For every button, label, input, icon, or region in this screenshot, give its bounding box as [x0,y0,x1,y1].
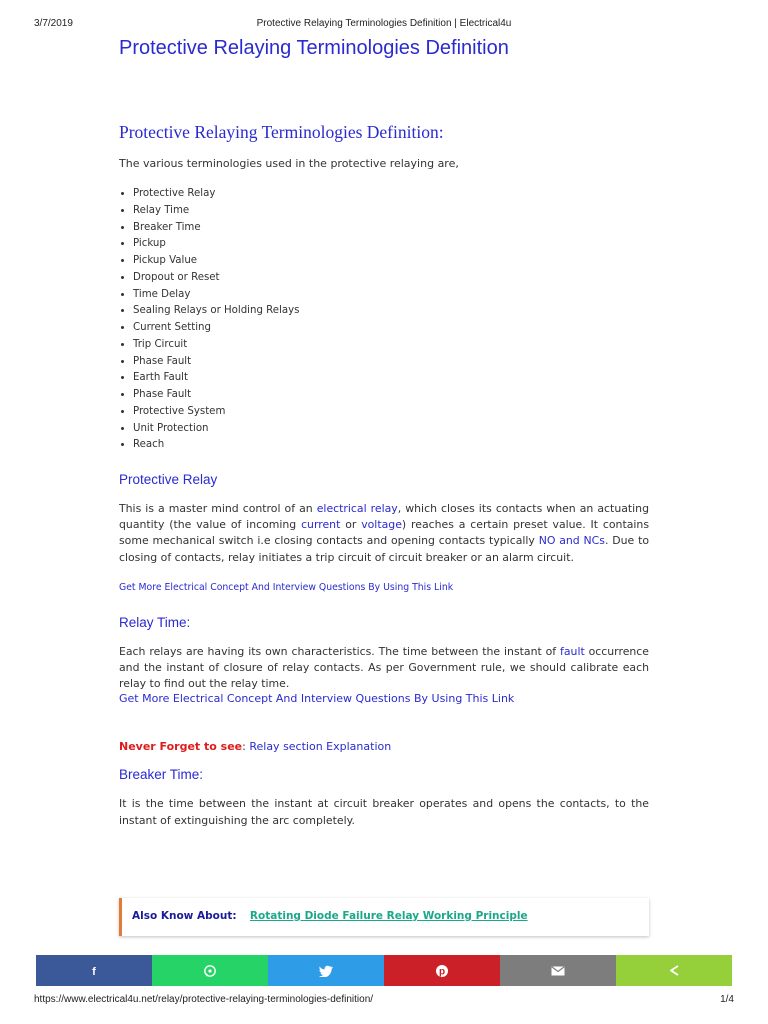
svg-text:p: p [438,966,446,978]
breaker-time-text: It is the time between the instant at circuit breaker operates and opens the contacts, to the instant of extinguishing the arc completely. [119,797,649,827]
current-link[interactable]: current [301,518,341,532]
list-item: • Protective System [133,404,649,421]
protective-relay-heading: Protective Relay [119,472,218,487]
list-item: • Protective Relay [133,186,649,203]
article-content [119,122,649,829]
print-date: 3/7/2019 [34,18,73,29]
never-forget-label: Never Forget to see [119,740,243,754]
relay-section-link[interactable]: Relay section Explanation [249,740,392,754]
interview-questions-link[interactable]: Get More Electrical Concept And Interview Questions By Using This Link [119,692,515,706]
list-item: • Breaker Time [133,220,649,237]
list-item: • Phase Fault [133,387,649,404]
list-item: • Reach [133,437,649,454]
no-ncs-link[interactable]: NO and NCs [538,534,605,548]
callout-label: Also Know About: [132,910,237,922]
list-item: • Pickup [133,236,649,253]
whatsapp-share-button[interactable] [152,955,268,986]
pinterest-icon [435,964,449,978]
share-bar [36,955,732,986]
list-item: • Dropout or Reset [133,270,649,287]
protective-relay-text: This is a master mind control of an electrical relay, which closes its contacts when an actuating quantity (the value of incoming current or voltage) reaches a certain preset value. It contains some mechanical switch i.e closing contacts and opening contacts typically NO and NCs. Due to closing of contacts, relay initiates a trip circuit of circuit breaker or an alarm circuit. [119,502,650,564]
list-item: • Relay Time [133,203,649,220]
email-icon [551,966,565,976]
print-title: Protective Relaying Terminologies Definition | Electrical4u [256,18,512,29]
relay-time-text: Each relays are having its own characteristics. The time between the instant of fault occurrence and the instant of closure of relay contacts. As per Government rule, we should calibrate each relay to find out the relay time. [119,644,649,691]
list-item: • Current Setting [133,320,649,337]
list-item: • Earth Fault [133,370,649,387]
page-number: 1/4 [720,994,734,1005]
pinterest-share-button[interactable] [384,955,500,986]
terms-list [119,186,649,454]
relay-time-heading: Relay Time: [119,614,191,630]
page-url: https://www.electrical4u.net/relay/protective-relaying-terminologies-definition/ [34,994,374,1005]
list-item: • Trip Circuit [133,337,649,354]
interview-questions-link[interactable]: Get More Electrical Concept And Interview Questions By Using This Link [119,581,454,593]
list-item: • Unit Protection [133,421,649,438]
section-heading: Protective Relaying Terminologies Definition: [119,122,444,142]
whatsapp-icon [203,964,217,978]
page-title: Protective Relaying Terminologies Definition [119,37,509,59]
list-item: • Time Delay [133,287,649,304]
also-know-callout [119,898,649,936]
svg-text:f: f [92,965,96,977]
email-share-button[interactable] [500,955,616,986]
list-item: • Pickup Value [133,253,649,270]
intro-text: The various terminologies used in the protective relaying are, [119,157,459,170]
share-button[interactable] [616,955,732,986]
voltage-link[interactable]: voltage [361,518,402,532]
facebook-icon [88,965,100,977]
breaker-time-heading: Breaker Time: [119,767,204,783]
list-item: • Phase Fault [133,354,649,371]
callout-link[interactable]: Rotating Diode Failure Relay Working Principle [249,910,528,922]
share-icon [668,964,681,977]
fault-link[interactable]: fault [560,644,585,658]
never-forget-line: Never Forget to see: Relay section Explanation [119,740,392,754]
list-item: • Sealing Relays or Holding Relays [133,303,649,320]
twitter-icon [319,965,333,977]
electrical-relay-link[interactable]: electrical relay [316,502,398,515]
twitter-share-button[interactable] [268,955,384,986]
facebook-share-button[interactable] [36,955,152,986]
